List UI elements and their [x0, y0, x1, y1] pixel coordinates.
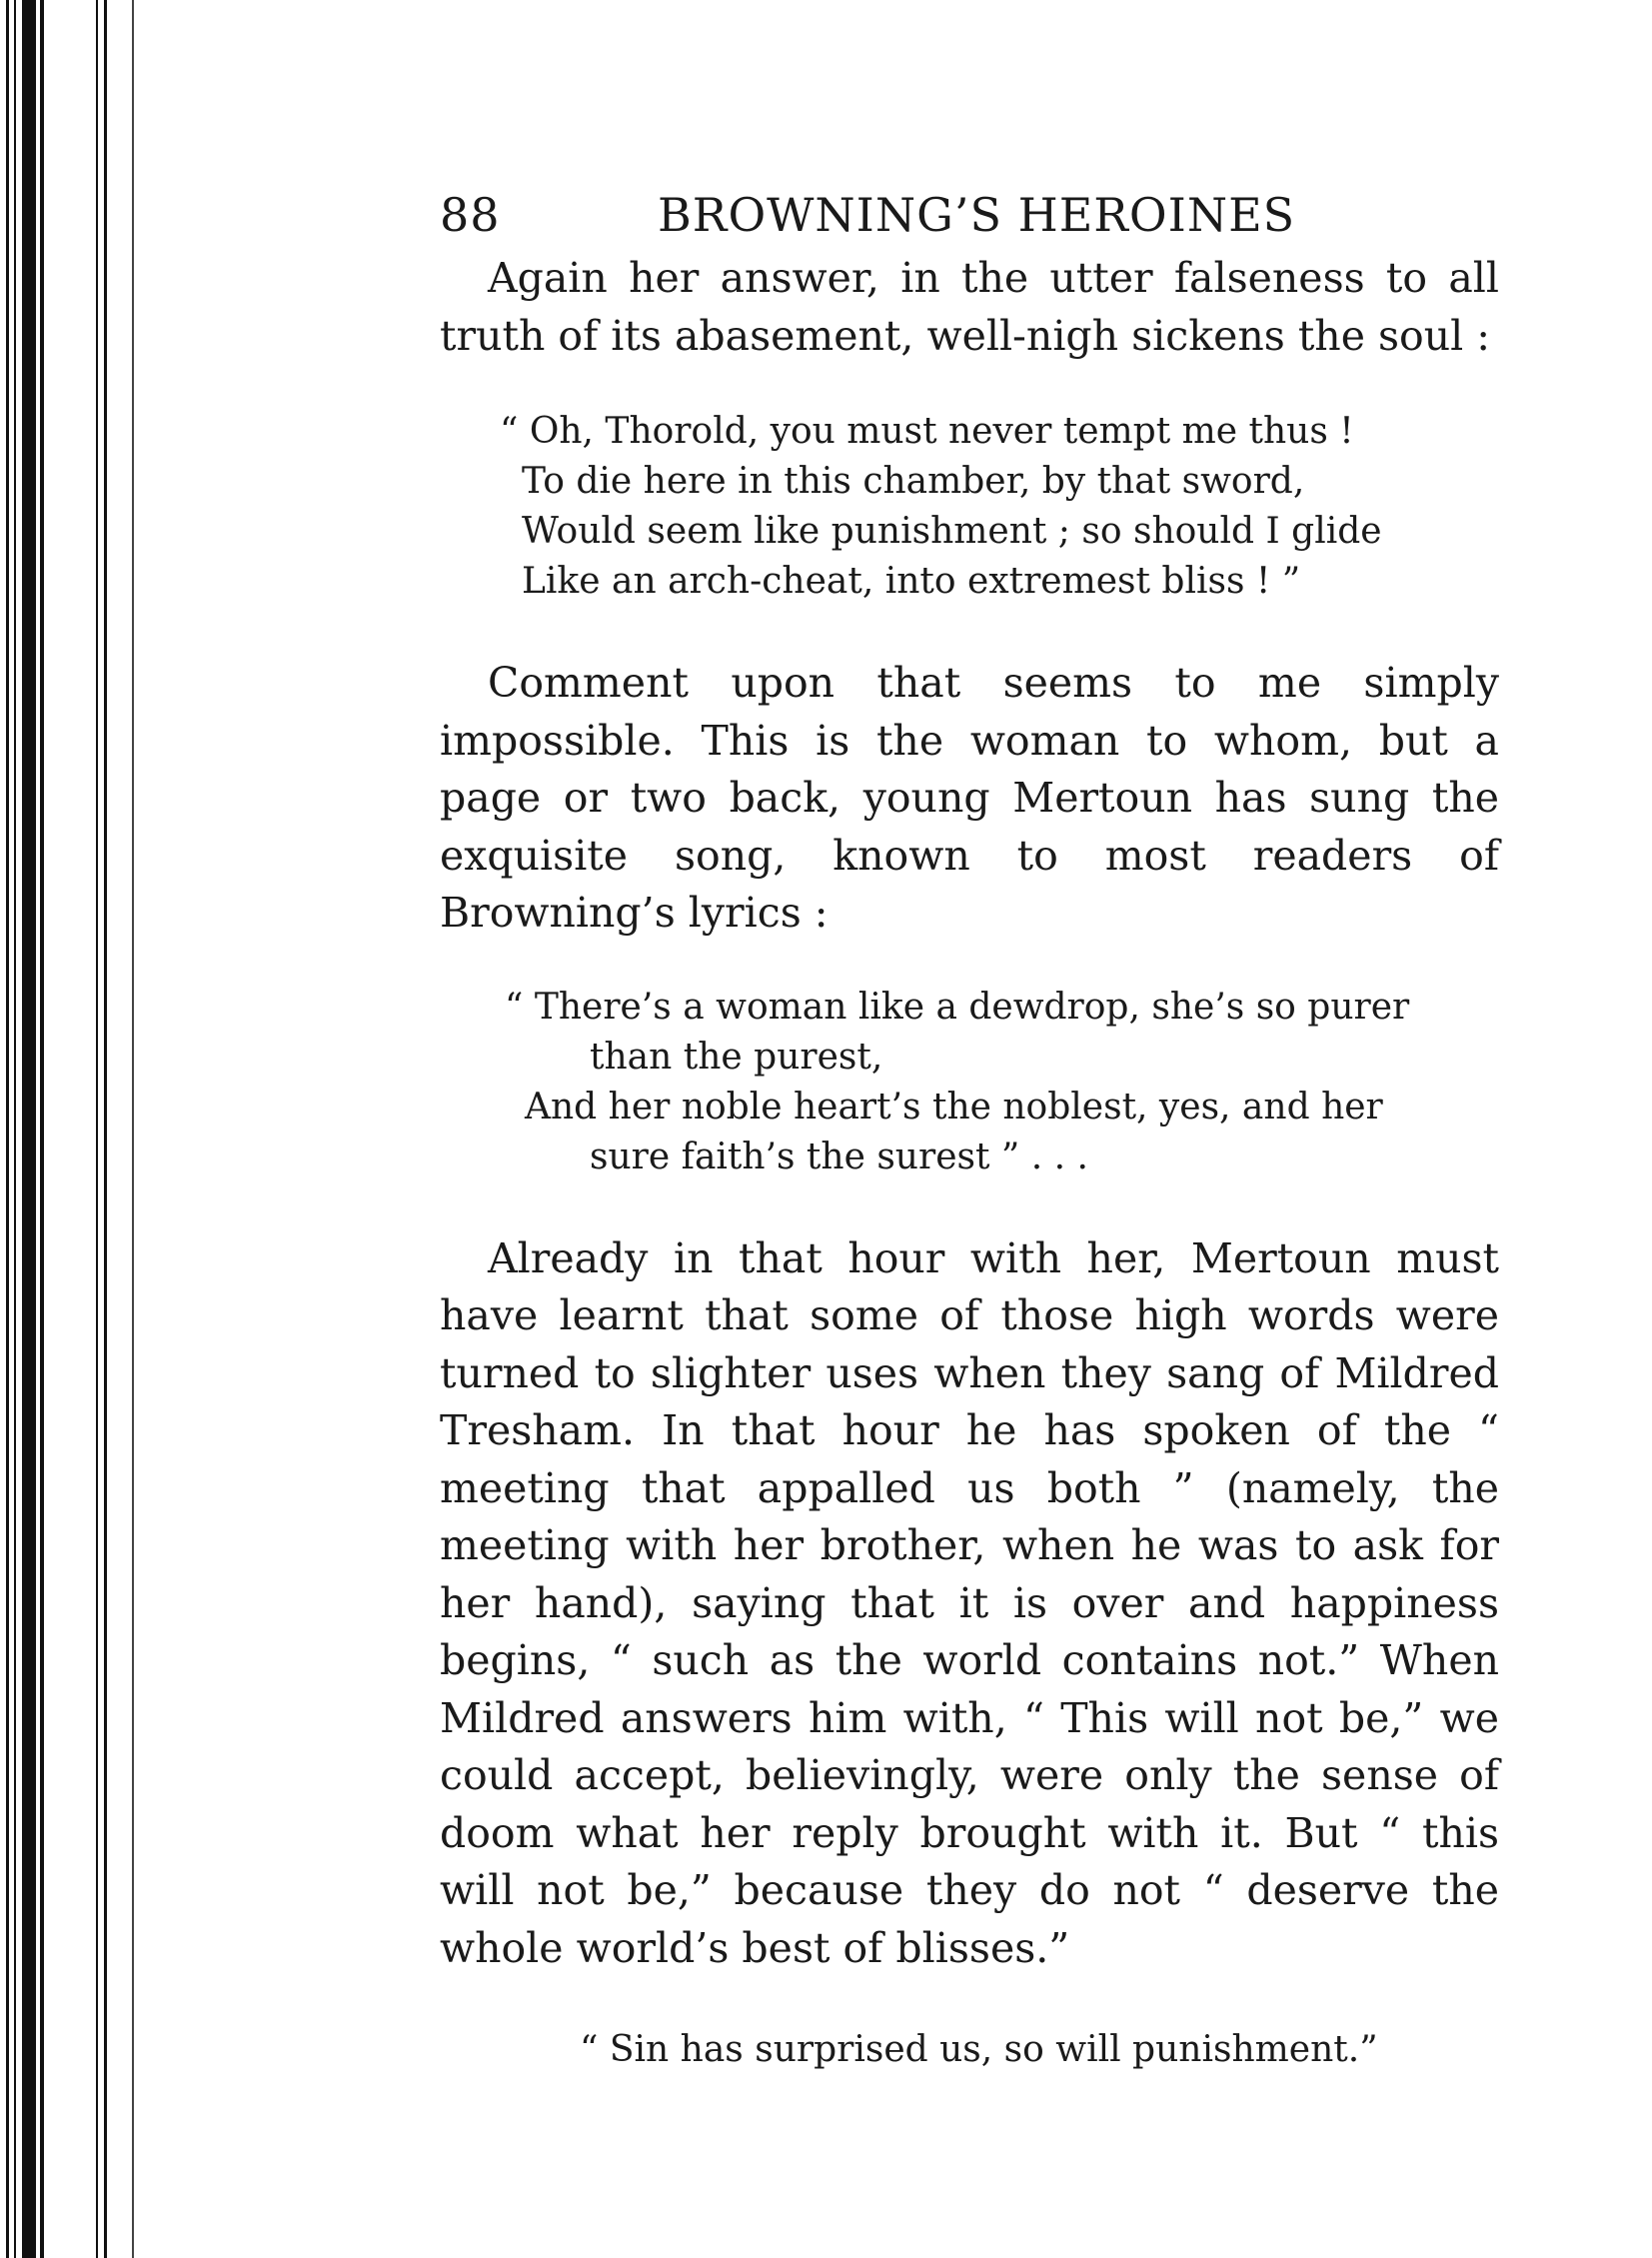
verse-line: “ There’s a woman like a dewdrop, she’s so purer	[505, 986, 1410, 1028]
verse-line: And her noble heart’s the noblest, yes, and her	[525, 1086, 1383, 1128]
book-page	[440, 170, 1499, 2075]
verse-line: “ Sin has surprised us, so will punishment.”	[580, 2029, 1378, 2070]
book-title: BROWNING’S HEROINES	[658, 188, 1296, 242]
verse-quote-thorold	[500, 407, 1499, 607]
page-number: 88	[440, 188, 501, 242]
verse-line-continuation: sure faith’s the surest ” . . .	[590, 1135, 1088, 1177]
verse-line: Would seem like punishment ; so should I glide	[522, 511, 1382, 552]
verse-line: “ Oh, Thorold, you must never tempt me thus !	[500, 411, 1354, 452]
verse-quote-sin	[580, 2025, 1499, 2075]
verse-quote-dewdrop	[505, 983, 1499, 1182]
verse-line: To die here in this chamber, by that sword,	[522, 461, 1305, 502]
paragraph-3: Already in that hour with her, Mertoun must have learnt that some of those high words were turned to slighter uses when they sang of Mildred Tresham. In that hour he has spoken of the “ meeting that appalled us both ” (namely, the meeting with her brother, when he was to ask for her hand), saying that it is over and happiness begins, “ such as the world contains not.” When Mildred answers him with, “ This will not be,” we could accept, believingly, were only the sense of doom what her reply brought with it. But “ this will not be,” because they do not “ deserve the whole world’s best of blisses.”	[440, 1233, 1499, 1972]
paragraph-2: Comment upon that seems to me simply impossible. This is the woman to whom, but a page or two back, young Mertoun has sung the exquisite song, known to most readers of Browning’s lyrics :	[440, 659, 1499, 937]
book-binding-edge	[0, 0, 140, 2258]
running-head	[440, 170, 1499, 250]
paragraph-1: Again her answer, in the utter falseness to all truth of its abasement, well-nigh sickens the soul :	[440, 254, 1499, 360]
verse-line: Like an arch-cheat, into extremest bliss ! ”	[522, 561, 1301, 602]
verse-line-continuation: than the purest,	[590, 1036, 883, 1078]
